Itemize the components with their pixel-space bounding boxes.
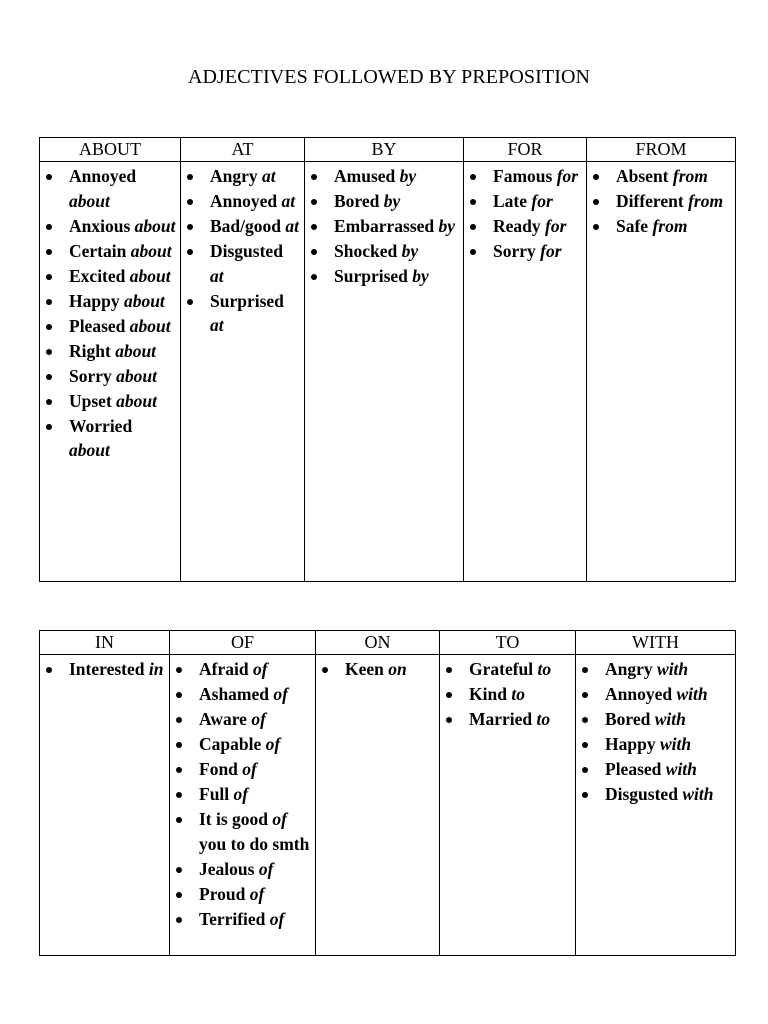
list-item [468,164,582,189]
list-item [444,682,571,707]
list-item [468,239,582,264]
column-cell-on [316,655,440,956]
bullet-icon [46,324,52,330]
bullet-icon [446,717,452,723]
column-cell-in [40,655,170,956]
adjective-text: Angry [210,166,258,186]
list-item [44,414,176,463]
preposition-text: about [129,315,171,336]
bullet-icon [582,767,588,773]
adjective-text: Bad/good [210,216,281,236]
list-item [44,289,176,314]
bullet-icon [46,249,52,255]
adjective-text: Kind [469,684,507,704]
preposition-text: about [69,190,110,211]
preposition-text: for [545,216,567,236]
preposition-text: by [438,216,456,236]
list-item [580,782,731,807]
preposition-text: about [130,240,172,261]
bullet-icon [582,792,588,798]
list-item [591,214,731,239]
bullet-icon [176,717,182,723]
list-item [185,214,300,239]
column-header-for: FOR [464,138,587,162]
bullet-icon [187,249,193,255]
bullet-icon [470,199,476,205]
adjective-text: Married [469,709,533,729]
bullet-icon [311,274,317,280]
adjective-list [44,164,176,463]
preposition-text: about [129,265,171,286]
list-item [174,907,311,932]
column-cell-for [464,162,587,582]
preposition-text: from [652,216,688,236]
bullet-icon [176,792,182,798]
column-header-from: FROM [587,138,736,162]
list-item [580,757,731,782]
adjective-text: Keen [345,659,384,679]
preposition-text: of [273,684,288,704]
adjective-text: Angry [605,659,653,679]
list-item [44,364,176,389]
adjective-text: Worried [69,415,133,436]
preposition-text: to [537,659,552,679]
page-title: ADJECTIVES FOLLOWED BY PREPOSITION [187,66,591,88]
preposition-text: at [285,216,299,236]
adjective-text: Amused [334,166,396,186]
list-item [174,707,311,732]
list-item [185,164,300,189]
preposition-text: for [556,166,579,186]
list-item [44,339,176,364]
bullet-icon [46,349,52,355]
list-item [591,189,731,214]
preposition-text: of [233,784,249,804]
preposition-text: about [134,215,176,236]
column-header-at: AT [181,138,305,162]
list-item [44,214,176,239]
adjective-text: Happy [69,290,120,311]
bullet-icon [446,667,452,673]
bullet-icon [470,249,476,255]
preposition-text: about [69,440,110,460]
preposition-text: of [269,908,285,929]
bullet-icon [322,667,328,673]
adjective-text: Famous [493,166,553,186]
preposition-table-2 [39,630,736,956]
list-item [320,657,435,682]
preposition-text: in [148,659,164,679]
adjective-text: Aware [199,709,247,729]
list-item [591,164,731,189]
column-header-about: ABOUT [40,138,181,162]
preposition-text: for [531,191,553,211]
adjective-text: Safe [616,216,649,236]
adjective-text: Annoyed [69,166,137,186]
preposition-text: at [210,315,224,335]
adjective-text: Pleased [69,315,126,336]
preposition-text: with [676,684,708,704]
adjective-list [591,164,731,239]
adjective-text: Capable [199,734,262,754]
adjective-text: Fond [199,759,238,779]
adjective-text: Proud [199,883,246,904]
preposition-text: about [115,340,157,361]
list-item [174,682,311,707]
list-item [44,239,176,264]
bullet-icon [470,224,476,230]
adjective-text: Sorry [69,365,112,386]
adjective-text: Jealous [199,858,255,879]
preposition-text: on [388,659,407,679]
bullet-icon [46,424,52,430]
list-item [309,164,459,189]
preposition-text: of [251,709,266,729]
bullet-icon [187,174,193,180]
adjective-text: Ashamed [199,684,270,704]
preposition-text: with [665,759,697,779]
adjective-text: Embarrassed [334,216,435,236]
adjective-text: It is good [199,809,269,829]
bullet-icon [446,692,452,698]
bullet-icon [176,692,182,698]
column-cell-about [40,162,181,582]
bullet-icon [311,249,317,255]
preposition-text: from [688,191,724,211]
adjective-text: Interested [69,659,145,679]
bullet-icon [582,692,588,698]
adjective-text: Full [199,784,230,804]
adjective-text: Sorry [493,241,536,261]
adjective-text: Ready [493,216,541,236]
adjective-text: Different [616,191,684,211]
preposition-text: by [399,166,417,186]
preposition-table-1 [39,137,736,582]
list-item [580,682,731,707]
adjective-text: Certain [69,240,127,261]
adjective-text: Anxious [69,215,131,236]
column-cell-to [440,655,576,956]
bullet-icon [46,399,52,405]
list-item [580,657,731,682]
preposition-text: from [672,166,708,186]
adjective-text: Bored [334,191,380,211]
list-item [309,239,459,264]
bullet-icon [187,224,193,230]
preposition-text: of [265,734,281,754]
list-item [174,882,311,907]
bullet-icon [176,667,182,673]
bullet-icon [176,867,182,873]
bullet-icon [311,174,317,180]
column-header-to: TO [440,631,576,655]
adjective-text: Happy [605,734,656,754]
adjective-list [309,164,459,289]
preposition-text: with [657,659,689,679]
list-item [174,857,311,882]
adjective-list [580,657,731,807]
bullet-icon [46,667,52,673]
list-item [174,807,311,856]
list-item [185,189,300,214]
list-item [174,732,311,757]
bullet-icon [176,817,182,823]
list-item [444,657,571,682]
preposition-text: of [272,809,287,829]
list-item [174,657,311,682]
adjective-text: Disgusted [210,241,283,261]
suffix-text: you to do smth [199,833,310,854]
table-header-row [40,631,736,655]
list-item [174,757,311,782]
preposition-text: at [281,191,296,211]
bullet-icon [582,742,588,748]
adjective-text: Grateful [469,659,534,679]
preposition-text: about [116,365,158,386]
bullet-icon [46,224,52,230]
adjective-text: Surprised [210,290,284,311]
column-cell-from [587,162,736,582]
bullet-icon [582,667,588,673]
list-item [44,657,165,682]
list-item [580,732,731,757]
list-item [468,214,582,239]
list-item [44,164,176,213]
adjective-text: Pleased [605,759,662,779]
preposition-text: of [242,759,257,779]
adjective-text: Shocked [334,241,398,261]
list-item [309,214,459,239]
preposition-text: with [659,734,692,754]
preposition-text: about [123,290,165,311]
bullet-icon [176,892,182,898]
adjective-list [185,164,300,338]
column-cell-at [181,162,305,582]
adjective-text: Right [69,340,111,361]
bullet-icon [582,717,588,723]
list-item [44,314,176,339]
adjective-text: Surprised [334,266,408,286]
preposition-text: by [412,266,429,286]
bullet-icon [46,299,52,305]
list-item [185,239,300,288]
table-header-row [40,138,736,162]
bullet-icon [46,174,52,180]
bullet-icon [311,199,317,205]
list-item [44,264,176,289]
adjective-list [44,657,165,682]
column-header-with: WITH [576,631,736,655]
bullet-icon [176,767,182,773]
list-item [444,707,571,732]
adjective-text: Terrified [199,908,266,929]
preposition-text: at [262,166,276,186]
adjective-text: Annoyed [210,191,278,211]
column-header-of: OF [170,631,316,655]
preposition-text: at [210,265,224,286]
bullet-icon [593,224,599,230]
bullet-icon [470,174,476,180]
column-header-on: ON [316,631,440,655]
list-item [580,707,731,732]
list-item [468,189,582,214]
adjective-text: Afraid [199,659,249,679]
bullet-icon [176,917,182,923]
list-item [309,189,459,214]
preposition-text: to [511,684,525,704]
adjective-list [444,657,571,732]
preposition-text: about [116,390,158,411]
preposition-text: for [540,241,562,261]
adjective-text: Disgusted [605,784,678,804]
adjective-text: Late [493,191,528,211]
column-cell-by [305,162,464,582]
bullet-icon [187,299,193,305]
column-cell-with [576,655,736,956]
list-item [174,782,311,807]
bullet-icon [187,199,193,205]
column-header-in: IN [40,631,170,655]
adjective-text: Excited [69,265,126,286]
adjective-text: Upset [69,390,112,411]
adjective-text: Bored [605,709,651,729]
preposition-text: with [654,709,686,729]
preposition-text: of [252,659,268,679]
preposition-text: to [536,709,551,729]
list-item [309,264,459,289]
table-body-row [40,162,736,582]
bullet-icon [46,374,52,380]
bullet-icon [593,174,599,180]
bullet-icon [311,224,317,230]
preposition-text: of [249,883,265,904]
table-body-row [40,655,736,956]
adjective-text: Absent [616,166,669,186]
adjective-list [468,164,582,264]
preposition-text: with [682,784,714,804]
bullet-icon [176,742,182,748]
adjective-text: Annoyed [605,684,673,704]
list-item [185,289,300,338]
adjective-list [320,657,435,682]
bullet-icon [593,199,599,205]
column-cell-of [170,655,316,956]
preposition-text: by [401,241,419,261]
preposition-text: of [258,858,274,879]
preposition-text: by [383,191,401,211]
bullet-icon [46,274,52,280]
adjective-list [174,657,311,931]
list-item [44,389,176,414]
column-header-by: BY [305,138,464,162]
